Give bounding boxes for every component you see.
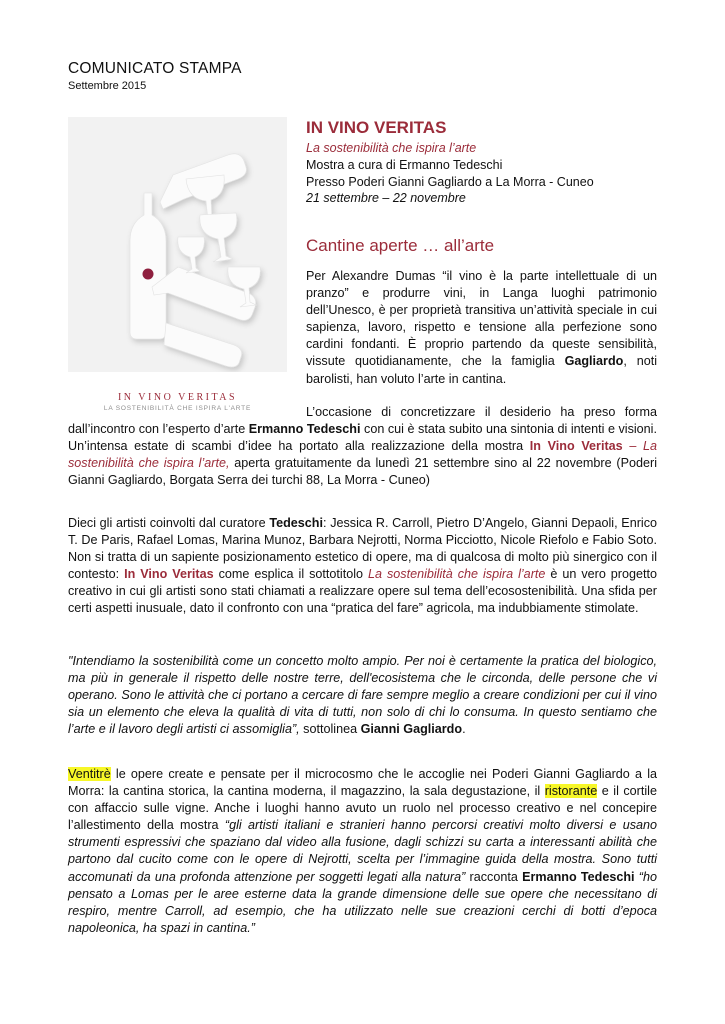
poster-caption-title: IN VINO VERITAS [117,392,238,403]
poster-caption-subtitle: LA SOSTENIBILITÀ CHE ISPIRA L'ARTE [103,405,252,412]
paragraph-quote-gagliardo: "Intendiamo la sostenibilità come un concetto molto ampio. Per noi è certamente la pratica del biologico, ma più in generale il rispetto delle nostre terre, dell'ecosistema che le circonda, delle persone che vi operano. Sono le attività che ci portano a cercare di fare sempre meglio a creare condizioni per cui il vino sia un elemento che eleva la qualità di vita di tutti, non solo di chi lo consuma. In questo sentiamo che l’arte e il lavoro degli artisti ci assomiglia”, sottolinea Gianni Gagliardo. [68,654,657,737]
exhibition-title: IN VINO VERITAS [306,118,447,137]
exhibition-dates: 21 settembre – 22 novembre [306,191,466,205]
section-title: Cantine aperte … all’arte [306,236,495,255]
paragraph-intro: Per Alexandre Dumas “il vino è la parte intellettuale di un pranzo” e produrre vini, in Langa luoghi patrimonio dell’Unesco, è per proprietà transitiva un’attività speciale in cui sapienza, lavoro, rispetto e tensione alla perfezione sono cardini fondanti. È proprio partendo da queste sensibilità, vissute quotidianamente, che la famiglia Gagliardo, noti barolisti, han voluto l’arte in cantina. [306,269,657,386]
exhibition-venue: Presso Poderi Gianni Gagliardo a La Morra - Cuneo [306,175,594,189]
document-date: Settembre 2015 [68,80,147,92]
red-wax-seal-icon [143,269,154,280]
paragraph-artists: Dieci gli artisti coinvolti dal curatore Tedeschi: Jessica R. Carroll, Pietro D’Angelo, Gianni Depaoli, Enrico T. De Paris, Rafael Lomas, Marina Munoz, Barbara Nejrotti, Norma Picciotto, Nicole Riefolo e Fabio Soto. Non si tratta di un sapiente posizionamento estetico di opere, ma di qualcosa di molto più sinergico con il contesto: In Vino Veritas come esplica il sottotitolo La sostenibilità che ispira l’arte è un vero progetto creativo in cui gli artisti sono stati chiamati a realizzare opere sul tema dell’ecosostenibilità. Una sfida per certi aspetti inusuale, dato il confronto con una “pratica del fare” agricola, ma indubbiamente stimolate. [68,516,658,616]
exhibition-poster-image [68,117,287,372]
wine-bottle-artwork [68,117,287,372]
exhibition-subtitle: La sostenibilità che ispira l’arte [306,141,477,155]
paragraph-works: Ventitrè le opere create e pensate per il microcosmo che le accoglie nei Poderi Gianni Gagliardo a la Morra: la cantina storica, la cantina moderna, il magazzino, la sala degustazione, il ristorante e il cortile con affaccio sulle vigne. Anche i luoghi hanno avuto un ruolo nel processo creativo e nel concepire l’allestimento della mostra “gli artisti italiani e stranieri hanno percorsi creativi molto diversi e usano strumenti espressivi che spaziano dal video alla fusione, dagli schizzi su carta a interessanti abilità che partono dal cucito come con le opere di Nejrotti, scelta per l’immagine guida della mostra. Sono tutti accomunati da una profonda attenzione per soggetti legati alla natura” racconta Ermanno Tedeschi “ho pensato a Lomas per le aree esterne data la grande dimensione delle sue opere che necessitano di respiro, mentre Carroll, ad esempio, che ha utilizzato nelle sue creazioni cerchi di botti d’epoca napoleonica, ha spazi in cantina.” [68,767,658,935]
document-header-title: COMUNICATO STAMPA [68,60,242,77]
exhibition-curator: Mostra a cura di Ermanno Tedeschi [306,158,503,172]
paragraph-occasion: L’occasione di concretizzare il desiderio ha preso forma dall’incontro con l’esperto d’arte Ermanno Tedeschi con cui è stata subito una sintonia di intenti e visioni. Un’intensa estate di scambi d’idee ha portato alla realizzazione della mostra In Vino Veritas – La sostenibilità che ispira l’arte, aperta gratuitamente da lunedì 21 settembre sino al 22 novembre (Poderi Gianni Gagliardo, Borgata Serra dei turchi 88, La Morra - Cuneo) [68,405,658,488]
